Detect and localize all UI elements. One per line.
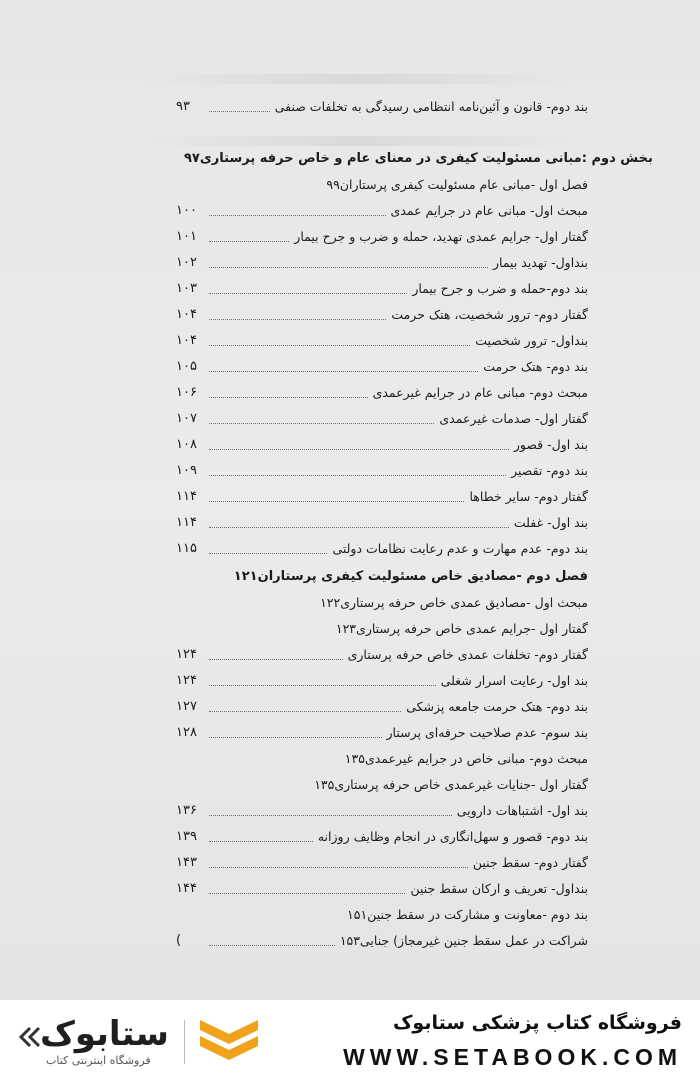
toc-entry — [176, 196, 588, 220]
dot-leader — [209, 489, 464, 502]
dot-leader — [209, 752, 340, 764]
toc-entry-title: بند دوم- عدم مهارت و عدم رعایت نظامات دولتی — [332, 541, 588, 556]
book-logo-icon — [196, 1014, 262, 1068]
toc-entry — [176, 666, 588, 690]
toc-entry — [176, 378, 588, 402]
toc-entry-title: گفتار اول -جرایم عمدی خاص حرفه پرستاری۱۲۳ — [335, 621, 588, 636]
toc-entry-title: شراکت در عمل سقط جنین غیرمجاز) جنایی۱۵۳ — [339, 933, 588, 948]
toc-entry-page: ۹۳ — [176, 99, 190, 114]
toc-entry-title: بند دوم- هتک حرمت — [483, 359, 588, 374]
toc-entry-page: ۱۰۴ — [176, 307, 197, 322]
dot-leader — [209, 463, 506, 476]
toc-entry-title: بنداول- تعریف و ارکان سقط جنین — [410, 881, 588, 896]
toc-entry — [176, 92, 588, 116]
toc-entry-title: گفتار دوم- تخلفات عمدی خاص حرفه پرستاری — [347, 647, 588, 662]
toc-entry-title: گفتار دوم- سایر خطاها — [469, 489, 588, 504]
toc-entry — [176, 404, 588, 428]
toc-entry — [176, 692, 588, 716]
toc-entry-page: ۱۴۴ — [176, 881, 197, 896]
toc-entry-title: گفتار دوم- ترور شخصیت، هتک حرمت — [391, 307, 588, 322]
toc-entry-page: ۱۰۹ — [176, 463, 197, 478]
toc-entry-title: مبحث اول- مبانی عام در جرایم عمدی — [390, 203, 588, 218]
dot-leader — [209, 255, 488, 268]
dot-leader — [209, 725, 382, 738]
brand-tagline: فروشگاه اینترنتی کتاب — [46, 1054, 151, 1067]
double-chevron-icon — [18, 1026, 42, 1048]
logo-divider — [184, 1020, 185, 1064]
toc-entry-page: ۱۱۴ — [176, 489, 197, 504]
toc-entry-page: ۱۰۱ — [176, 229, 197, 244]
toc-entry-title: بند دوم -معاونت و مشارکت در سقط جنین۱۵۱ — [347, 907, 588, 922]
toc-entry-title: گفتار اول- جرایم عمدی تهدید، حمله و ضرب و جرح بیمار — [294, 229, 588, 244]
toc-entry — [176, 718, 588, 742]
dot-leader — [209, 673, 436, 686]
toc-entry-page: ۱۰۵ — [176, 359, 197, 374]
toc-entry — [176, 248, 588, 272]
toc-entry-title: گفتار دوم- سقط جنین — [472, 855, 588, 870]
dot-leader — [209, 515, 509, 528]
toc-entry-title: فصل اول -مبانی عام مسئولیت کیفری پرستاران۹۹ — [326, 177, 588, 192]
dot-leader — [209, 908, 342, 920]
dot-leader — [209, 647, 343, 660]
dot-leader — [209, 596, 315, 608]
toc-entry — [176, 326, 588, 350]
dot-leader — [209, 829, 313, 842]
toc-entry-title: مبحث دوم- مبانی خاص در جرایم غیرعمدی۱۳۵ — [344, 751, 588, 766]
toc-entry — [176, 222, 588, 246]
toc-entry — [176, 562, 588, 586]
dot-leader — [209, 933, 335, 946]
toc-entry — [176, 614, 588, 638]
toc-entry-page: ۱۱۵ — [176, 541, 197, 556]
store-footer — [0, 1000, 700, 1080]
toc-entry-page: ۱۲۴ — [176, 647, 197, 662]
dot-leader — [209, 99, 270, 112]
toc-entry-title: مبحث اول -مصادیق عمدی خاص حرفه پرستاری۱۲۲ — [320, 595, 588, 610]
shop-name: فروشگاه کتاب پزشکی ستابوک — [392, 1012, 682, 1034]
toc-entry-page: ۱۰۲ — [176, 255, 197, 270]
toc-entry-page: ۱۰۰ — [176, 203, 197, 218]
toc-entry-title: بنداول- ترور شخصیت — [475, 333, 588, 348]
dot-leader — [209, 203, 386, 216]
dot-leader — [209, 281, 407, 294]
toc-entry — [176, 926, 588, 950]
toc-entry-page: ۱۲۴ — [176, 673, 197, 688]
toc-entry-page: ۱۲۸ — [176, 725, 197, 740]
toc-entry-page: ۱۳۹ — [176, 829, 197, 844]
toc-entry-title: بند سوم- عدم صلاحیت حرفه‌ای پرستار — [386, 725, 588, 740]
dot-leader — [209, 333, 470, 346]
toc-entry-title: فصل دوم -مصادیق خاص مسئولیت کیفری پرستاران۱۲۱ — [233, 569, 588, 584]
toc-entry-title: بند اول- غفلت — [513, 515, 588, 530]
toc-entry — [176, 274, 588, 298]
dot-leader — [209, 881, 405, 894]
dot-leader — [209, 778, 309, 790]
brand-logo-text: ستابوک — [40, 1014, 169, 1054]
toc-entry-title: گفتار اول- صدمات غیرعمدی — [439, 411, 588, 426]
dot-leader — [209, 437, 509, 450]
toc-entry — [176, 822, 588, 846]
toc-entry — [176, 770, 588, 794]
dot-leader — [209, 622, 331, 634]
toc-entry — [176, 874, 588, 898]
toc-entry-title: بند دوم- قانون و آئین‌نامه انتظامی رسیدگی به تخلفات صنفی — [274, 99, 588, 114]
dot-leader — [209, 699, 401, 712]
toc-entry — [176, 508, 588, 532]
toc-entry — [176, 144, 653, 168]
toc-entry — [176, 848, 588, 872]
toc-entry — [176, 170, 588, 194]
dot-leader — [209, 541, 327, 554]
dot-leader — [209, 178, 321, 190]
toc-entry — [176, 300, 588, 324]
toc-entry-title: بند اول- قصور — [513, 437, 588, 452]
toc-entry-title: بند دوم- قصور و سهل‌انگاری در انجام وظایف روزانه — [317, 829, 588, 844]
dot-leader — [209, 855, 468, 868]
toc-entry-page: ۱۲۷ — [176, 699, 197, 714]
toc-entry-title: گفتار اول -جنایات غیرعمدی خاص حرفه پرستاری۱۳۵ — [314, 777, 588, 792]
toc-entry — [176, 430, 588, 454]
toc-entry-page: ۱۰۳ — [176, 281, 197, 296]
dot-leader — [209, 411, 434, 424]
toc-entry-page: ۱۱۴ — [176, 515, 197, 530]
toc-entry-title: بند دوم- هتک حرمت جامعه پزشکی — [406, 699, 588, 714]
dot-leader — [209, 229, 289, 242]
dot-leader — [209, 359, 478, 372]
dot-leader — [209, 803, 452, 816]
toc-entry-title: بنداول- تهدید بیمار — [492, 255, 588, 270]
dot-leader — [209, 570, 229, 582]
dot-leader — [209, 385, 368, 398]
toc-entry-title: بند اول- اشتباهات دارویی — [456, 803, 588, 818]
toc-entry-page: ۱۰۸ — [176, 437, 197, 452]
toc-entry-title: مبحث دوم- مبانی عام در جرایم غیرعمدی — [372, 385, 588, 400]
toc-entry — [176, 900, 588, 924]
toc-entry-page: ۱۰۷ — [176, 411, 197, 426]
toc-entry — [176, 744, 588, 768]
toc-entry — [176, 456, 588, 480]
toc-entry-page: ۱۳۶ — [176, 803, 197, 818]
toc-entry — [176, 588, 588, 612]
toc-entry-page: ۱۰۶ — [176, 385, 197, 400]
toc-entry — [176, 534, 588, 558]
dot-leader — [209, 307, 386, 320]
toc-entry-title: بخش دوم :مبانی مسئولیت کیفری در معنای عام و خاص حرفه پرستاری۹۷ — [184, 151, 653, 166]
toc-entry — [176, 796, 588, 820]
toc-entry-page: ۱۰۴ — [176, 333, 197, 348]
toc-entry — [176, 640, 588, 664]
toc-entry — [176, 352, 588, 376]
toc-entry-page: ۱۴۳ — [176, 855, 197, 870]
toc-entry-title: بند اول- رعایت اسرار شغلی — [440, 673, 588, 688]
shop-url[interactable]: WWW.SETABOOK.COM — [343, 1044, 682, 1070]
toc-entry-title: بند دوم-حمله و ضرب و جرح بیمار — [412, 281, 588, 296]
toc-entry-title: بند دوم- تقصیر — [511, 463, 588, 478]
bleed-through-text — [142, 74, 572, 84]
toc-entry — [176, 482, 588, 506]
toc-entry-page: ( — [176, 933, 182, 948]
